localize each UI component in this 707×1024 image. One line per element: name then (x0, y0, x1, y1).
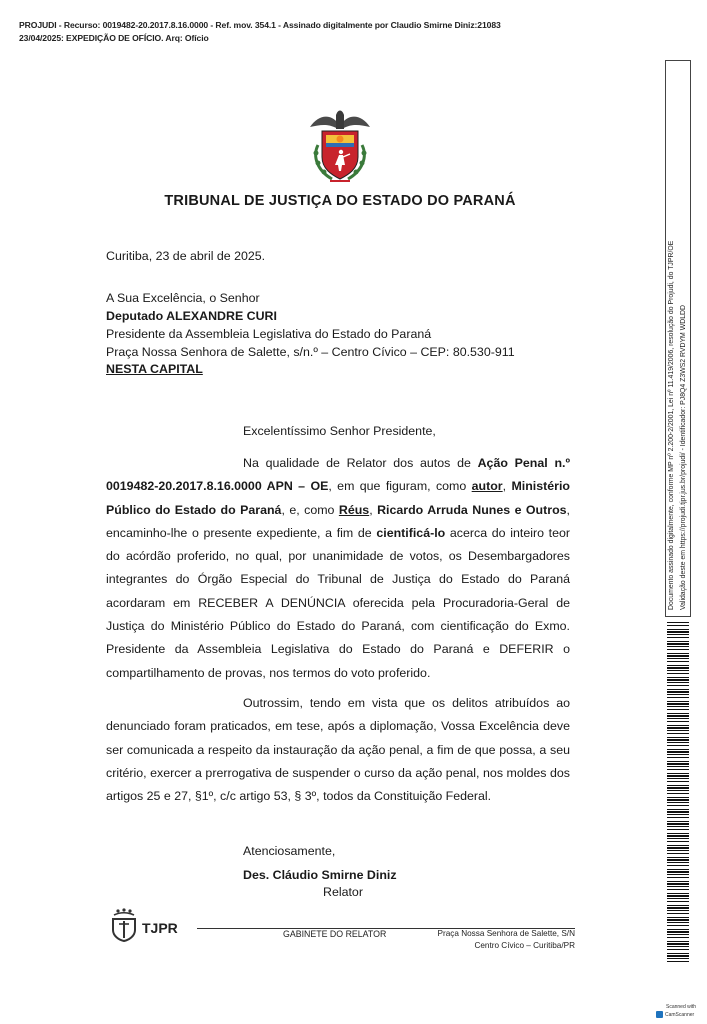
p1-text-6: , encaminho-lhe o presente expediente, a fim de (106, 502, 570, 540)
tjpr-logo-icon (110, 908, 138, 942)
footer-address-line1: Praça Nossa Senhora de Salette, S/N (437, 929, 575, 938)
recipient-city: NESTA CAPITAL (106, 362, 203, 376)
header-line-1: PROJUDI - Recurso: 0019482-20.2017.8.16.0000 - Ref. mov. 354.1 - Assinado digitalmente por Claudio Smirne Diniz:21083 (19, 20, 501, 30)
p1-case-number: Ação Penal n.º 0019482-20.2017.8.16.0000 APN – OE (106, 456, 570, 494)
p2-text: Outrossim, tendo em vista que os delitos atribuídos ao denunciado foram praticados, em tese, após a diplomação, Vossa Excelência deve ser comunicada a respeito da instauração da ação penal, a fim de que possa, a seu critério, exercer a prerrogativa de suspender o curso da ação penal, nos moldes dos artigos 25 e 27, §1º, c/c artigo 53, § 3º, todos da Constituição Federal. (106, 696, 570, 804)
signature-validation-stamp (665, 60, 691, 617)
camscanner-icon (656, 1011, 663, 1018)
footer-address-line2: Centro Cívico – Curitiba/PR (474, 941, 575, 950)
closing: Atenciosamente, (243, 844, 336, 858)
validation-text (666, 61, 690, 616)
recipient-name: Deputado ALEXANDRE CURI (106, 309, 277, 323)
court-title: TRIBUNAL DE JUSTIÇA DO ESTADO DO PARANÁ (164, 193, 516, 209)
scanner-brand: CamScanner (665, 1012, 695, 1018)
scanner-watermark (656, 1003, 696, 1019)
recipient-role: Presidente da Assembleia Legislativa do Estado do Paraná (106, 327, 432, 341)
coat-of-arms-icon (300, 105, 380, 187)
p1-text-3: , (502, 479, 512, 494)
validation-line-2: Validação deste em https://projudi.tjpr.jus.br/projudi/ - Identificador: PJ8Q4 Z3WS2 RVDYM WDLDD (679, 305, 687, 610)
p1-ministerio: Ministério Público do Estado do Paraná (106, 479, 570, 517)
body-paragraph-2 (106, 692, 570, 808)
date-line: Curitiba, 23 de abril de 2025. (106, 249, 266, 263)
footer-office: GABINETE DO RELATOR (283, 929, 387, 939)
body-paragraph-1 (106, 452, 570, 685)
greeting: Excelentíssimo Senhor Presidente, (243, 424, 436, 438)
signer-name: Des. Cláudio Smirne Diniz (243, 868, 397, 882)
p1-text-7: acerca do inteiro teor do acórdão proferido, no qual, por unanimidade de votos, os Desembargadores integrantes do Órgão Especial do Tribunal de Justiça do Estado do Paraná acordaram em RECEBER A DENÚNCIA oferecida pela Procuradoria-Geral de Justiça do Ministério Público do Estado do Paraná, com cientificação do Exmo. Presidente da Assembleia Legislativa do Estado do Paraná e DEFERIR o compartilhamento de provas, nos termos do voto proferido. (106, 525, 571, 680)
p1-defendants: Ricardo Arruda Nunes e Outros (377, 502, 567, 517)
header-line-2: 23/04/2025: EXPEDIÇÃO DE OFÍCIO. Arq: Ofício (19, 33, 209, 43)
barcode-icon (667, 622, 689, 964)
p1-cientifica: cientificá-lo (376, 525, 446, 540)
tjpr-logo-text: TJPR (142, 920, 178, 936)
p1-text-4: , e, como (281, 502, 339, 517)
p1-text-5: , (369, 502, 378, 517)
p1-reus: Réus (338, 502, 370, 517)
p1-text-2: , em que figuram, como (328, 479, 472, 494)
validation-line-1: Documento assinado digitalmente, conforme MP nº 2.200-2/2001, Lei nº 11.419/2006, resolução do Projudi, do TJPR/OE (668, 240, 675, 610)
scanner-line-2 (656, 1011, 696, 1019)
scanner-line-1: Scanned with (666, 1004, 697, 1010)
footer-address (420, 928, 575, 952)
recipient-salutation: A Sua Excelência, o Senhor (106, 291, 260, 305)
recipient-address: Praça Nossa Senhora de Salette, s/n.º – Centro Cívico – CEP: 80.530-911 (106, 345, 515, 359)
p1-autor: autor (471, 479, 503, 494)
p1-text-1: Na qualidade de Relator dos autos de (243, 456, 478, 470)
signer-role: Relator (323, 885, 363, 899)
